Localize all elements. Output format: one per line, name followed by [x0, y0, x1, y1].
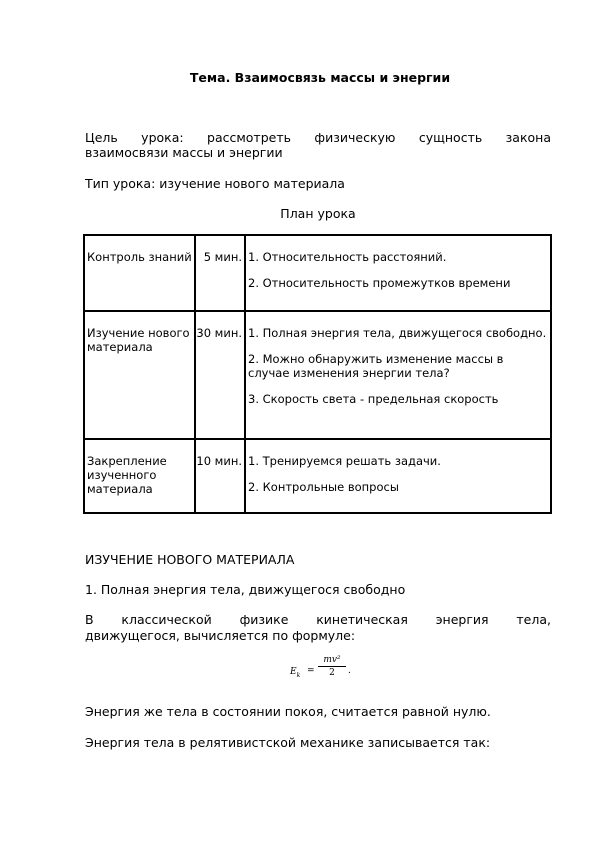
stage-cell: Изучение нового материала [84, 311, 195, 439]
paragraph-line2: движущегося, вычисляется по формуле: [85, 628, 356, 643]
formula-denominator: 2 [329, 668, 335, 678]
duration-cell: 30 мин. [195, 311, 245, 439]
topics-cell [245, 311, 551, 439]
section-heading: ИЗУЧЕНИЕ НОВОГО МАТЕРИАЛА [85, 552, 295, 567]
lesson-plan-table [83, 234, 552, 514]
paragraph-rest-energy: Энергия же тела в состоянии покоя, считается равной нулю. [85, 704, 491, 719]
table-row [84, 311, 551, 439]
stage-cell: Контроль знаний [84, 235, 195, 311]
paragraph-kinetic-energy [85, 612, 551, 644]
plan-title: План урока [280, 206, 356, 221]
lesson-goal-line1: Цель урока: рассмотреть физическую сущность закона [85, 130, 551, 145]
page-title: Тема. Взаимосвязь массы и энергии [189, 70, 451, 85]
formula-lhs-subscript: k [296, 671, 301, 679]
duration-cell: 10 мин. [195, 439, 245, 513]
topic-item: 2. Можно обнаружить изменение массы в случае изменения энергии тела? [248, 352, 504, 380]
table-row [84, 235, 551, 311]
duration-cell: 5 мин. [195, 235, 245, 311]
formula-equals: = [307, 666, 315, 676]
formula-period: . [348, 666, 351, 676]
paragraph-line1: В классической физике кинетическая энергия тела, [85, 612, 551, 627]
lesson-goal [85, 130, 551, 160]
formula-lhs-symbol: E [290, 667, 297, 677]
topic-item: 2. Контрольные вопросы [248, 480, 399, 494]
formula-numerator: mv² [323, 655, 341, 665]
table-row [84, 439, 551, 513]
topics-cell [245, 235, 551, 311]
fraction-bar [318, 666, 346, 667]
topic-item: 1. Полная энергия тела, движущегося свободно. [248, 326, 547, 340]
topic-item: 1. Относительность расстояний. [248, 250, 447, 264]
lesson-goal-line2: взаимосвязи массы и энергии [85, 145, 283, 160]
lesson-type: Тип урока: изучение нового материала [85, 176, 345, 191]
formula-lhs [290, 667, 300, 679]
formula-fraction [318, 655, 346, 678]
paragraph-relativistic-energy: Энергия тела в релятивистской механике записывается так: [85, 735, 491, 750]
topic-item: 2. Относительность промежутков времени [248, 276, 511, 290]
topic-item: 1. Тренируемся решать задачи. [248, 454, 441, 468]
subheading: 1. Полная энергия тела, движущегося свободно [85, 582, 406, 597]
topic-item: 3. Скорость света - предельная скорость [248, 392, 499, 406]
stage-cell: Закрепление изученного материала [84, 439, 195, 513]
topics-cell [245, 439, 551, 513]
